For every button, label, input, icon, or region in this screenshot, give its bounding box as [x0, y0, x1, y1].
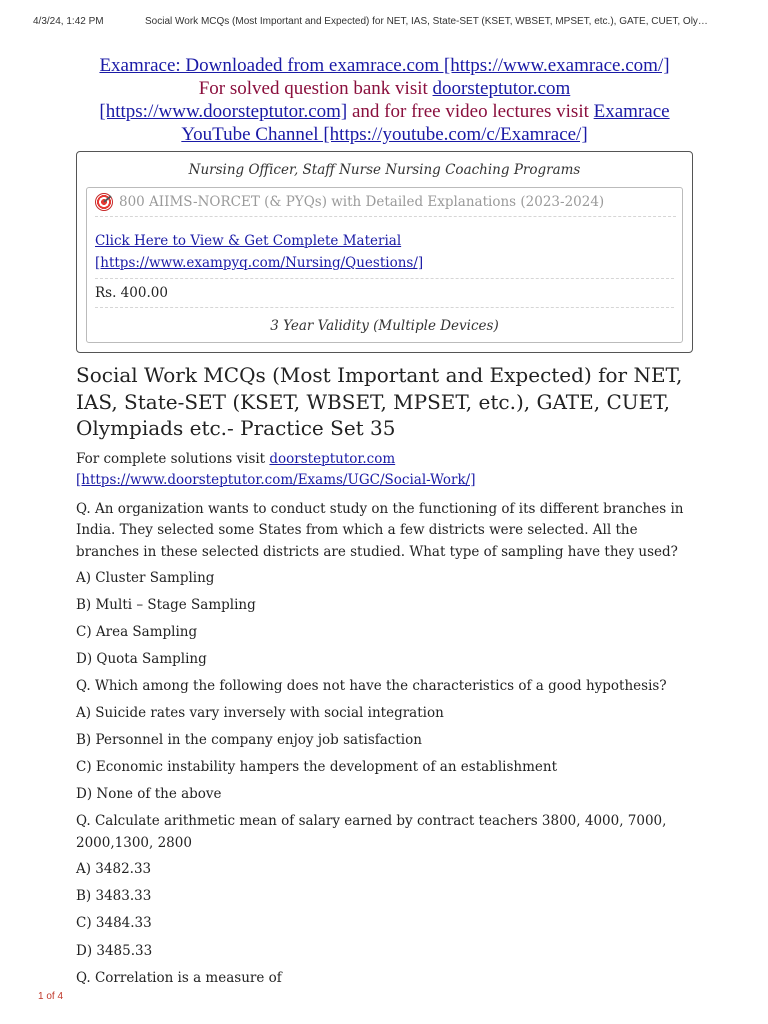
doorsteptutor-link[interactable]: doorsteptutor.com	[432, 78, 571, 99]
banner-text-solved: For solved question bank visit	[198, 78, 433, 99]
page-number: 1 of 4	[38, 991, 64, 1002]
promo-product-label: 800 AIIMS-NORCET (& PYQs) with Detailed Explanations (2023-2024)	[119, 194, 605, 210]
coaching-promo-box	[76, 151, 693, 353]
promo-product	[95, 193, 676, 217]
answer-option: C) 3484.33	[76, 915, 152, 932]
examrace-youtube-link[interactable]: Examrace	[593, 101, 670, 122]
answer-option: D) None of the above	[76, 786, 222, 803]
question-text: Q. Which among the following does not have the characteristics of a good hypothesis?	[76, 678, 667, 695]
solutions-url-link[interactable]: [https://www.doorsteptutor.com/Exams/UGC/Social-Work/]	[76, 471, 476, 488]
promo-link-text[interactable]: Click Here to View & Get Complete Material	[95, 233, 402, 249]
question-text: Q. An organization wants to conduct study on the functioning of its different branches in India. They selected some States from which a few districts were selected. All the branches in these selected districts are studied. What type of sampling have they used?	[76, 500, 684, 560]
answer-option: A) Suicide rates vary inversely with social integration	[76, 704, 444, 721]
banner-text-video: and for free video lectures visit	[347, 101, 594, 122]
answer-option: D) 3485.33	[76, 942, 153, 959]
question-text: Q. Calculate arithmetic mean of salary earned by contract teachers 3800, 4000, 7000, 2000,1300, 2800	[76, 813, 667, 851]
answer-option: C) Economic instability hampers the development of an establishment	[76, 759, 558, 776]
promo-title: Nursing Officer, Staff Nurse Nursing Coaching Programs	[188, 162, 581, 178]
promo-link-url[interactable]: [https://www.exampyq.com/Nursing/Questions/]	[95, 255, 424, 271]
question-block	[76, 499, 693, 990]
target-icon	[95, 193, 113, 211]
examrace-link[interactable]: Examrace: Downloaded from examrace.com [https://www.examrace.com/]	[99, 55, 670, 76]
answer-option: A) 3482.33	[76, 861, 152, 878]
solutions-note	[76, 449, 693, 491]
youtube-channel-link[interactable]: YouTube Channel [https://youtube.com/c/Examrace/]	[181, 124, 588, 145]
print-header	[33, 16, 735, 27]
page-title: Social Work MCQs (Most Important and Expected) for NET, IAS, State-SET (KSET, WBSET, MPSET, etc.), GATE, CUET, Olympiads etc.- Practice Set 35	[76, 363, 683, 440]
promo-price: Rs. 400.00	[95, 285, 674, 308]
question-text: Q. Correlation is a measure of	[76, 969, 282, 986]
promo-material-link[interactable]	[95, 230, 674, 279]
promo-card	[86, 187, 683, 343]
answer-option: B) 3483.33	[76, 888, 152, 905]
answer-option: B) Personnel in the company enjoy job satisfaction	[76, 731, 422, 748]
answer-option: A) Cluster Sampling	[76, 570, 215, 586]
answer-option: D) Quota Sampling	[76, 651, 207, 668]
solutions-link[interactable]: doorsteptutor.com	[269, 450, 396, 467]
answer-option: B) Multi – Stage Sampling	[76, 597, 256, 614]
promo-validity: 3 Year Validity (Multiple Devices)	[270, 318, 499, 334]
article-content	[76, 362, 693, 994]
print-doc-title: Social Work MCQs (Most Important and Expected) for NET, IAS, State-SET (KSET, WBSET, MPSET, etc.), GATE, CUET, Oly…	[145, 16, 708, 27]
answer-option: C) Area Sampling	[76, 624, 198, 641]
examrace-banner	[76, 54, 693, 146]
doorsteptutor-url-link[interactable]: [https://www.doorsteptutor.com]	[99, 101, 348, 122]
print-timestamp: 4/3/24, 1:42 PM	[33, 16, 104, 27]
solutions-text: For complete solutions visit	[76, 450, 270, 467]
